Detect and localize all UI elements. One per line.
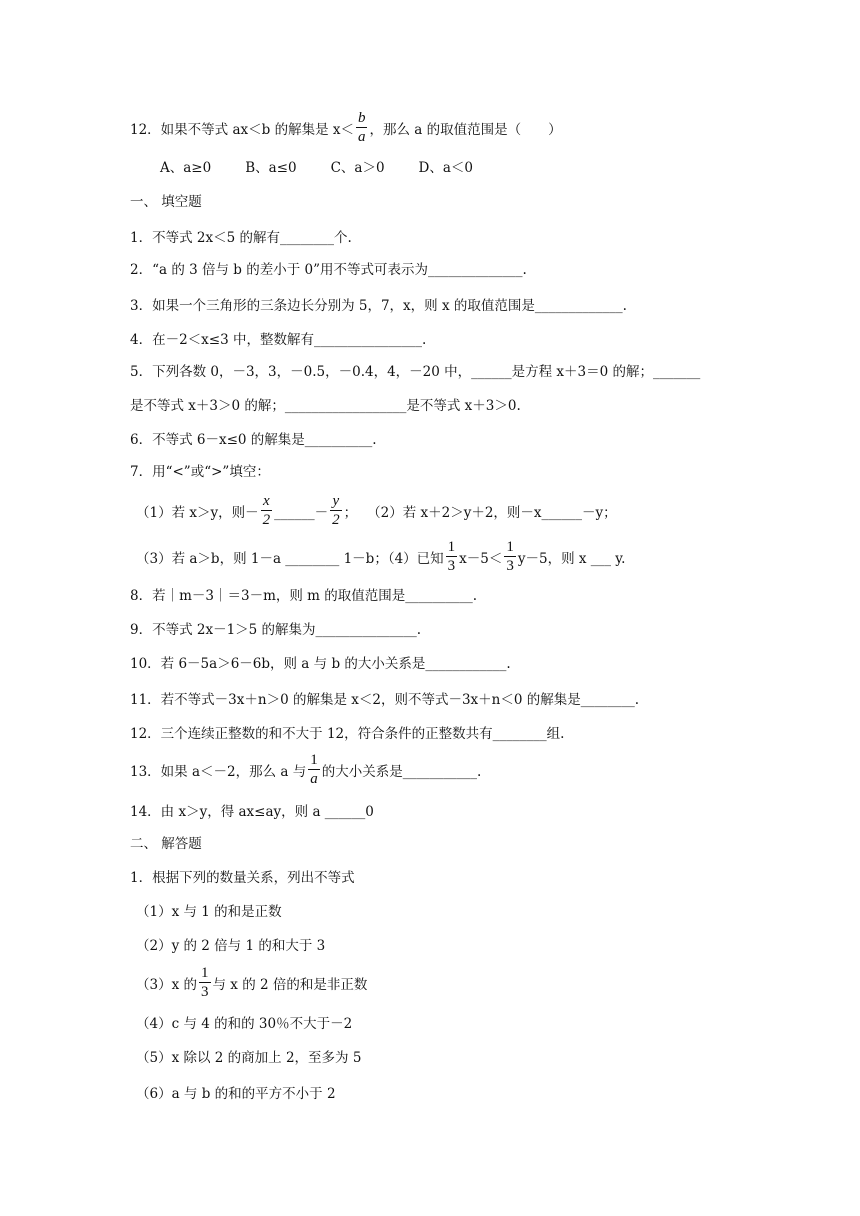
section-title-answer: 二、 解答题 [130,836,202,852]
fraction-x-over-2: $\frac{x}{2}$ [262,493,271,528]
fill-q8: 8．若｜m－3｜＝3－m，则 m 的取值范围是__________. [130,588,478,604]
answer-q1: 1．根据下列的数量关系，列出不等式 [130,870,355,886]
fill-q4: 4．在－2＜x≤3 中，整数解有________________. [130,332,427,348]
option-b[interactable]: B、a≤0 [245,160,297,176]
answer-item-1: （1）x 与 1 的和是正数 [136,904,282,920]
fill-q5-line1: 5．下列各数 0，－3，3，－0.5，－0.4，4，－20 中，______是方程 x＋3＝0 的解；_______ [130,364,701,380]
fill-q1: 1．不等式 2x＜5 的解有________个. [130,230,352,246]
fill-q11: 11．若不等式－3x＋n＞0 的解集是 x＜2，则不等式－3x＋n＜0 的解集是________. [130,692,640,708]
options-row [160,148,507,184]
fill-q9: 9．不等式 2x－1＞5 的解集为_______________. [130,622,422,638]
fraction-1-over-3: $\frac{1}{3}$ [506,539,514,574]
fraction-1-over-a: $\frac{1}{a}$ [310,752,318,787]
answer-item-2: （2）y 的 2 倍与 1 的和大于 3 [136,938,326,954]
fill-q3: 3．如果一个三角形的三条边长分别为 5，7，x，则 x 的取值范围是_____________. [130,298,627,314]
option-c[interactable]: C、a＞0 [330,160,385,176]
fill-q7-part3-4: （3）若 a＞b，则 1－a ________ 1－b；（4）已知 $\frac{1}{3}$ x－5＜ $\frac{1}{3}$ y－5，则 x ___ y. [136,539,626,574]
option-a[interactable]: A、a≥0 [160,160,212,176]
answer-item-4: （4）c 与 4 的和的 30％不大于－2 [136,1016,353,1032]
fill-q2: 2．“a 的 3 倍与 b 的差小于 0”用不等式可表示为______________. [130,262,527,278]
fraction-b-over-a: $\frac{b}{a}$ [357,110,366,145]
fill-q6: 6．不等式 6－x≤0 的解集是__________. [130,432,377,448]
fraction-1-over-3: $\frac{1}{3}$ [201,965,209,1000]
fill-q13: 13．如果 a＜－2，那么 a 与 $\frac{1}{a}$ 的大小关系是___________. [130,752,482,787]
option-d[interactable]: D、a＜0 [418,160,474,176]
question-text: ，那么 a 的取值范围是（ ） [369,122,562,138]
answer-item-6: （6）a 与 b 的和的平方不小于 2 [136,1086,336,1102]
fill-q7: 7．用“<”或“>”填空： [130,464,270,480]
fill-q5-line2: 是不等式 x＋3＞0 的解；__________________是不等式 x＋3＞0. [130,398,521,414]
question-text: 12．如果不等式 ax＜b 的解集是 x＜ [130,122,354,138]
fraction-1-over-3: $\frac{1}{3}$ [447,539,456,574]
section-title-fill: 一、 填空题 [130,194,202,210]
fill-q12: 12．三个连续正整数的和不大于 12，符合条件的正整数共有________组. [130,726,565,742]
answer-item-3: （3）x 的 $\frac{1}{3}$ 与 x 的 2 倍的和是非正数 [136,965,368,1000]
answer-item-5: （5）x 除以 2 的商加上 2，至多为 5 [136,1050,362,1066]
fill-q14: 14．由 x＞y，得 ax≤ay，则 a ______0 [130,804,374,820]
fill-q10: 10．若 6－5a＞6－6b，则 a 与 b 的大小关系是____________. [130,656,511,672]
fraction-y-over-2: $\frac{y}{2}$ [332,493,340,528]
fill-q7-part1-2: （1）若 x＞y，则－ $\frac{x}{2}$ ______－ $\frac{y}{2}$ ； （2）若 x＋2＞y＋2，则－x______－y； [136,493,617,528]
question-12-mc [130,108,562,148]
